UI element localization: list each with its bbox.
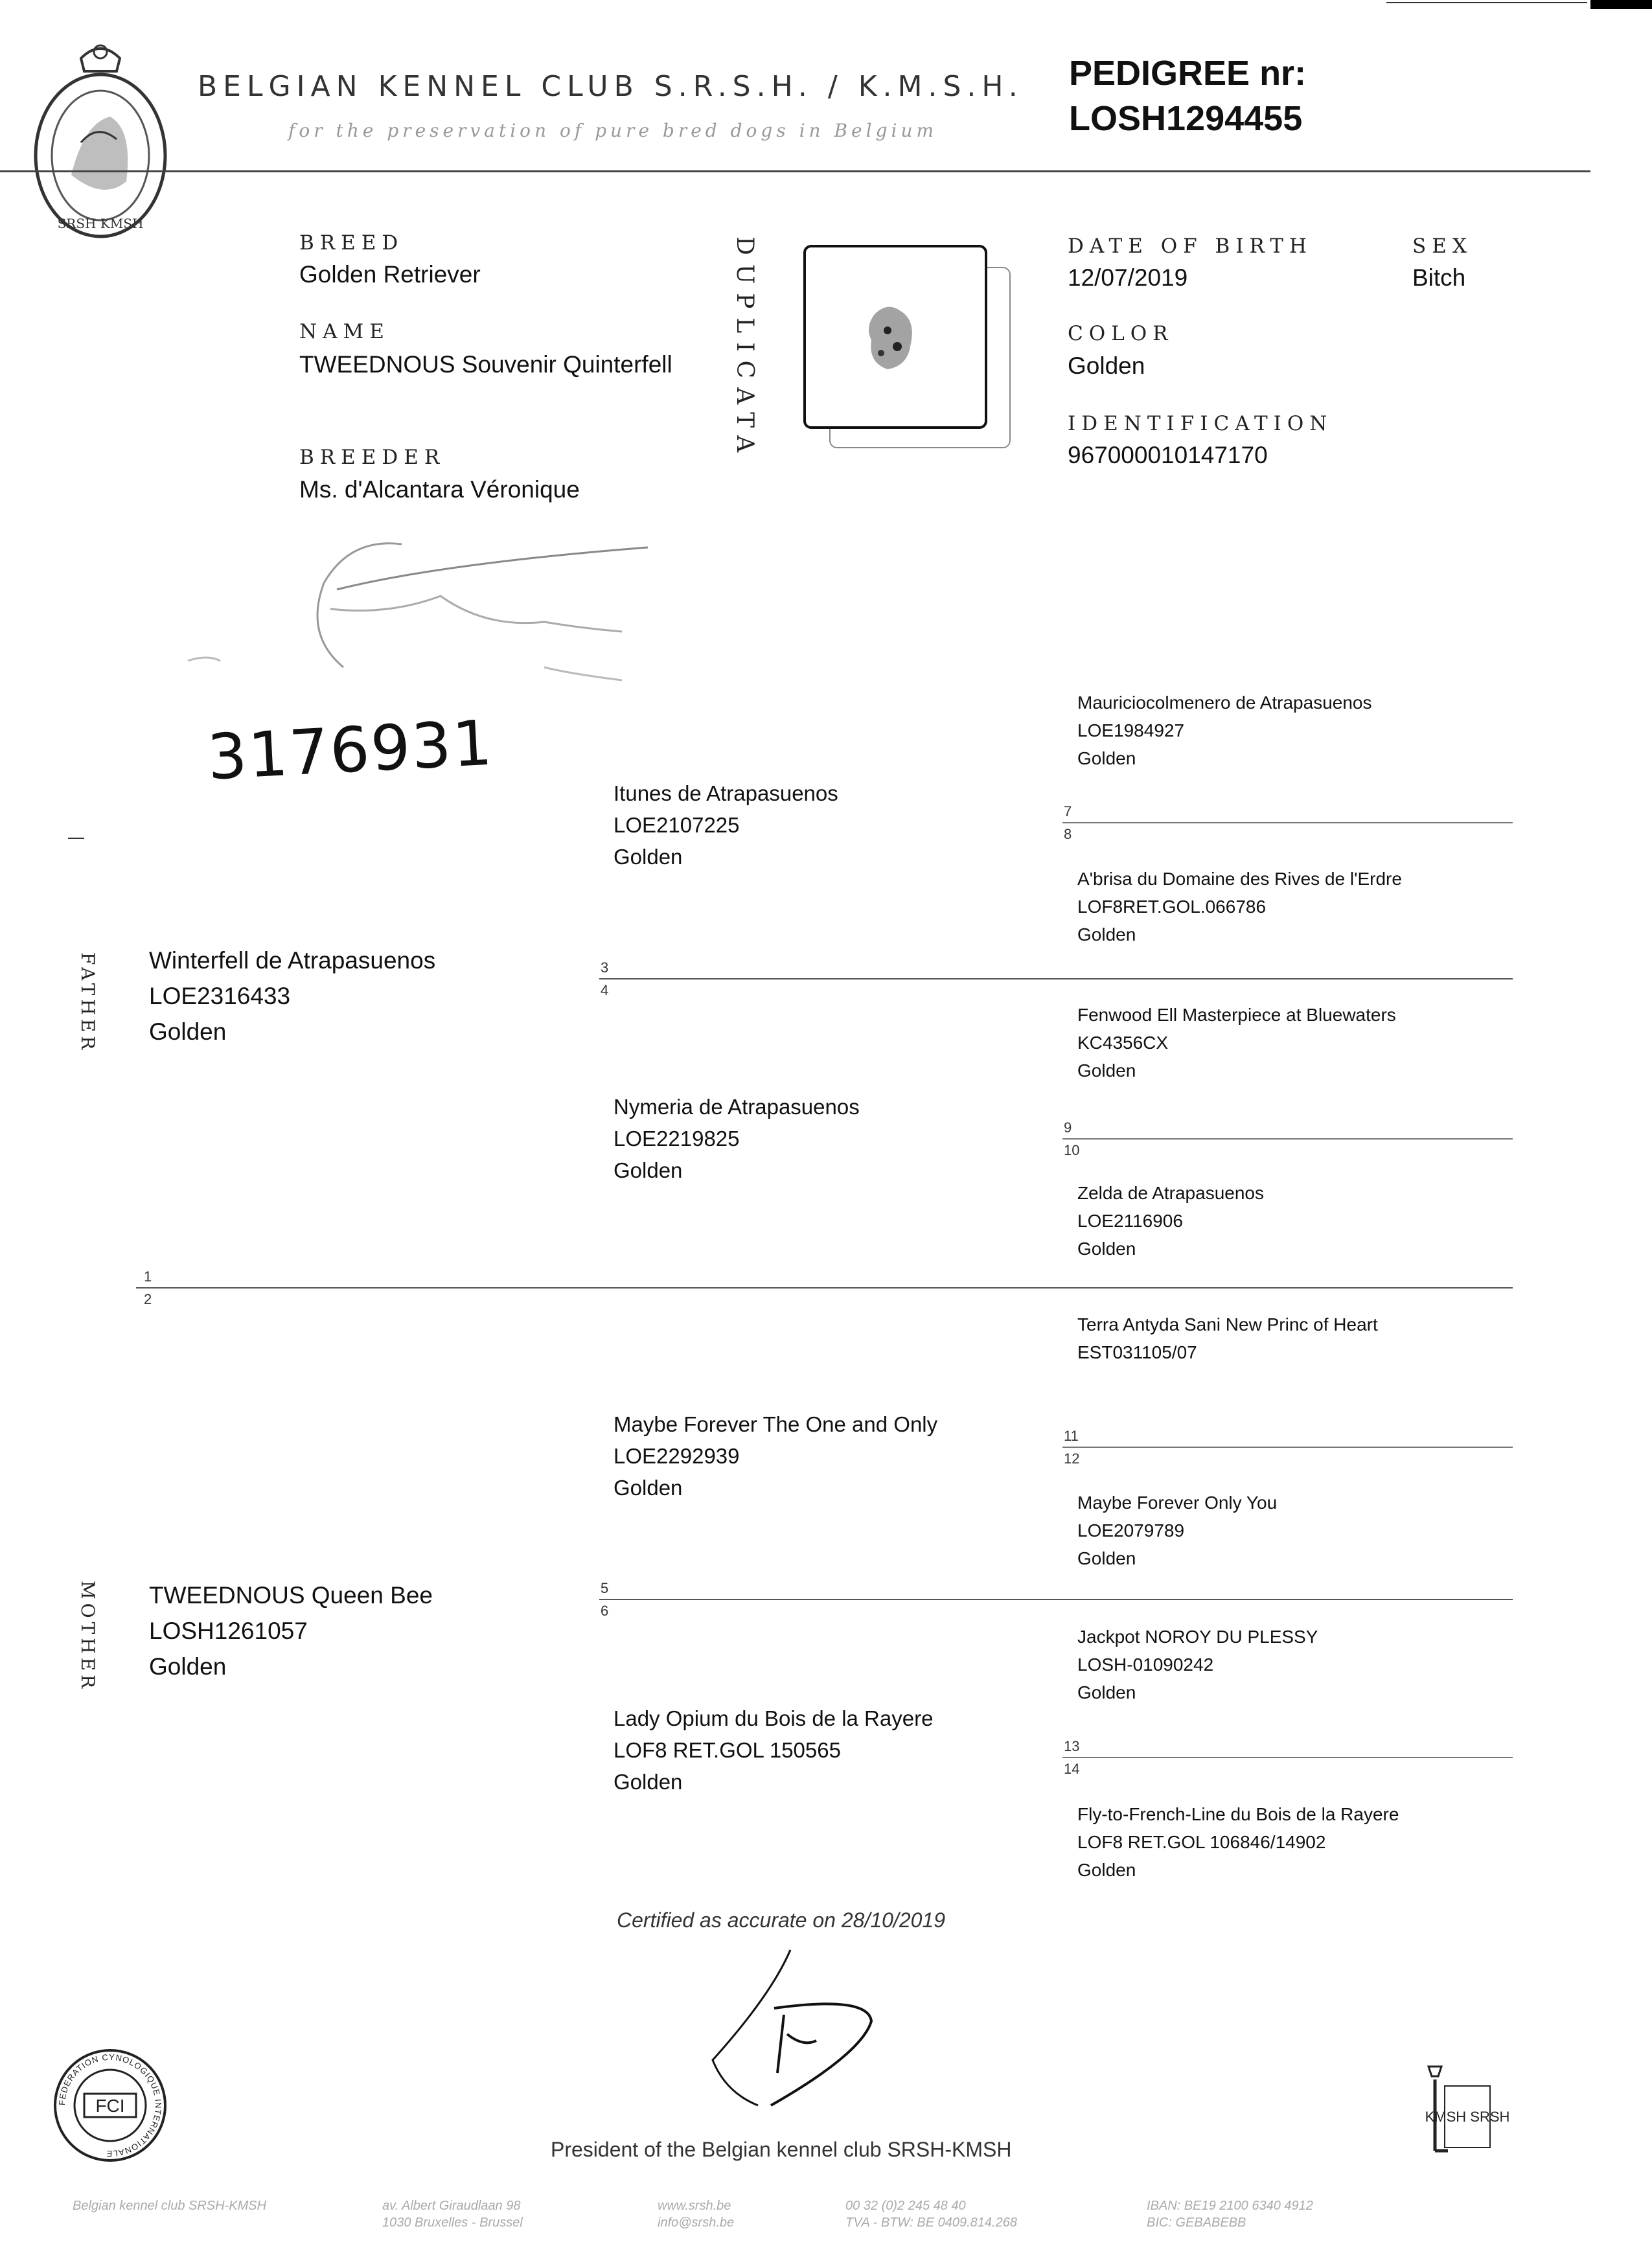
paternal-grandfather-reg: LOE2107225 (614, 813, 740, 837)
paternal-grandfather-entry (614, 777, 838, 873)
ggp-entry-14 (1077, 1800, 1399, 1884)
pos-num: 4 (601, 982, 609, 998)
ggp-reg: LOE2116906 (1077, 1211, 1183, 1231)
divider-3-4 (599, 978, 1513, 979)
ggp-entry-11 (1077, 1311, 1378, 1366)
paternal-grandfather-color: Golden (614, 845, 683, 869)
fci-logo (52, 2047, 168, 2164)
ggp-name: Maybe Forever Only You (1077, 1493, 1278, 1513)
ggp-color: Golden (1077, 1548, 1136, 1568)
footer-col-2: av. Albert Giraudlaan 98 1030 Bruxelles - Brussel (382, 2199, 523, 2230)
mother-entry (149, 1577, 433, 1684)
handwritten-number: 3176931 (205, 706, 496, 794)
fci-text: FCI (95, 2096, 125, 2116)
pos-num: 8 (1064, 826, 1072, 842)
ggp-name: Mauriciocolmenero de Atrapasuenos (1077, 693, 1372, 713)
pedigree-label: PEDIGREE nr: (1069, 54, 1307, 93)
ggp-name: Fenwood Ell Masterpiece at Bluewaters (1077, 1005, 1396, 1025)
sex-value: Bitch (1412, 264, 1466, 291)
ggp-entry-13 (1077, 1623, 1318, 1706)
duplicata-stamp: DUPLICATA (731, 236, 758, 462)
divider-7-8 (1062, 822, 1513, 823)
maternal-grandmother-reg: LOF8 RET.GOL 150565 (614, 1738, 841, 1762)
father-entry (149, 943, 435, 1049)
small-mark (68, 838, 84, 839)
maternal-grandfather-reg: LOE2292939 (614, 1444, 740, 1468)
pos-num: 1 (144, 1268, 152, 1285)
ggp-color: Golden (1077, 1860, 1136, 1880)
paternal-grandmother-color: Golden (614, 1158, 683, 1182)
mother-side-label: MOTHER (77, 1581, 98, 1693)
mother-reg: LOSH1261057 (149, 1618, 308, 1644)
breeder-signature (181, 518, 648, 693)
pedigree-number: LOSH1294455 (1069, 99, 1303, 138)
pos-num: 13 (1064, 1738, 1080, 1754)
ggp-color: Golden (1077, 748, 1136, 768)
divider-5-6 (599, 1599, 1513, 1600)
maternal-grandmother-entry (614, 1702, 933, 1798)
pos-num: 10 (1064, 1142, 1080, 1158)
kmsh-text: KMSH SRSH (1425, 2109, 1510, 2125)
dog-photo-smudge (855, 301, 926, 379)
father-side-label: FATHER (77, 952, 98, 1054)
president-signature (706, 1943, 881, 2112)
color-value: Golden (1068, 352, 1145, 379)
breeder-value: Ms. d'Alcantara Véronique (299, 476, 580, 503)
ggp-color: Golden (1077, 1060, 1136, 1081)
ggp-color: Golden (1077, 1682, 1136, 1702)
seal-text: SRSH KMSH (57, 216, 144, 231)
pos-num: 5 (601, 1580, 609, 1596)
color-label: COLOR (1068, 322, 1174, 345)
ggp-reg: LOE2079789 (1077, 1520, 1185, 1541)
dog-name-value: TWEEDNOUS Souvenir Quinterfell (299, 351, 672, 378)
dob-value: 12/07/2019 (1068, 264, 1188, 291)
pos-num: 9 (1064, 1119, 1072, 1136)
maternal-grandfather-entry (614, 1408, 937, 1504)
pos-num: 3 (601, 959, 609, 976)
paternal-grandmother-reg: LOE2219825 (614, 1127, 740, 1151)
father-name: Winterfell de Atrapasuenos (149, 947, 436, 974)
maternal-grandmother-color: Golden (614, 1770, 683, 1794)
ggp-entry-8 (1077, 865, 1402, 948)
ggp-entry-7 (1077, 689, 1371, 772)
breeder-label: BREEDER (299, 446, 446, 469)
ggp-reg: LOSH-01090242 (1077, 1655, 1214, 1675)
header-rule (0, 170, 1590, 172)
paternal-grandmother-name: Nymeria de Atrapasuenos (614, 1095, 860, 1119)
ggp-reg: LOF8RET.GOL.066786 (1077, 897, 1267, 917)
kmsh-logo (1416, 2060, 1510, 2157)
pos-num: 12 (1064, 1450, 1080, 1467)
divider-11-12 (1062, 1447, 1513, 1448)
club-name: BELGIAN KENNEL CLUB S.R.S.H. / K.M.S.H. (198, 70, 1024, 103)
ggp-reg: KC4356CX (1077, 1033, 1169, 1053)
footer-col-5: IBAN: BE19 2100 6340 4912 BIC: GEBABEBB (1147, 2199, 1313, 2230)
ggp-entry-10 (1077, 1179, 1264, 1263)
paternal-grandfather-name: Itunes de Atrapasuenos (614, 781, 838, 805)
father-reg: LOE2316433 (149, 983, 291, 1009)
footer-col-1: Belgian kennel club SRSH-KMSH (73, 2199, 267, 2213)
ggp-name: A'brisa du Domaine des Rives de l'Erdre (1077, 869, 1402, 889)
pos-num: 7 (1064, 803, 1072, 819)
ggp-name: Zelda de Atrapasuenos (1077, 1183, 1264, 1203)
ggp-reg: LOF8 RET.GOL 106846/14902 (1077, 1832, 1326, 1852)
ggp-name: Terra Antyda Sani New Princ of Heart (1077, 1314, 1378, 1334)
pos-num: 14 (1064, 1761, 1080, 1777)
ggp-name: Jackpot NOROY DU PLESSY (1077, 1627, 1318, 1647)
fci-ring-text: FEDERATION CYNOLOGIQUE INTERNATIONALE (56, 2052, 164, 2159)
breed-value: Golden Retriever (299, 261, 481, 288)
divider-9-10 (1062, 1138, 1513, 1140)
mother-color: Golden (149, 1653, 227, 1680)
name-label: NAME (299, 320, 390, 343)
pos-num: 11 (1064, 1428, 1079, 1444)
ggp-entry-9 (1077, 1001, 1396, 1084)
maternal-grandfather-name: Maybe Forever The One and Only (614, 1412, 938, 1436)
ggp-name: Fly-to-French-Line du Bois de la Rayere (1077, 1804, 1399, 1824)
ggp-reg: LOE1984927 (1077, 720, 1185, 740)
corner-mark (1590, 0, 1652, 9)
father-color: Golden (149, 1018, 227, 1045)
footer-col-3: www.srsh.be info@srsh.be (658, 2199, 735, 2230)
divider-1-2 (136, 1287, 1513, 1289)
ggp-reg: EST031105/07 (1077, 1342, 1197, 1362)
ggp-color: Golden (1077, 924, 1136, 945)
mother-name: TWEEDNOUS Queen Bee (149, 1582, 433, 1609)
dob-label: DATE OF BIRTH (1068, 235, 1313, 258)
pos-num: 2 (144, 1291, 152, 1307)
breed-label: BREED (299, 231, 404, 255)
divider-13-14 (1062, 1757, 1513, 1758)
ggp-entry-12 (1077, 1489, 1277, 1572)
maternal-grandmother-name: Lady Opium du Bois de la Rayere (614, 1706, 934, 1730)
club-seal-logo (19, 26, 181, 246)
identification-value: 967000010147170 (1068, 442, 1268, 468)
paternal-grandmother-entry (614, 1091, 860, 1186)
president-caption: President of the Belgian kennel club SRSH-KMSH (551, 2138, 1012, 2161)
top-rule (1386, 2, 1587, 3)
pos-num: 6 (601, 1603, 609, 1619)
ggp-color: Golden (1077, 1239, 1136, 1259)
club-subtitle: for the preservation of pure bred dogs in Belgium (288, 120, 938, 141)
footer-col-4: 00 32 (0)2 245 48 40 TVA - BTW: BE 0409.814.268 (845, 2199, 1017, 2230)
maternal-grandfather-color: Golden (614, 1476, 683, 1500)
sex-label: SEX (1412, 235, 1473, 258)
identification-label: IDENTIFICATION (1068, 412, 1333, 435)
certification-text: Certified as accurate on 28/10/2019 (617, 1908, 945, 1932)
